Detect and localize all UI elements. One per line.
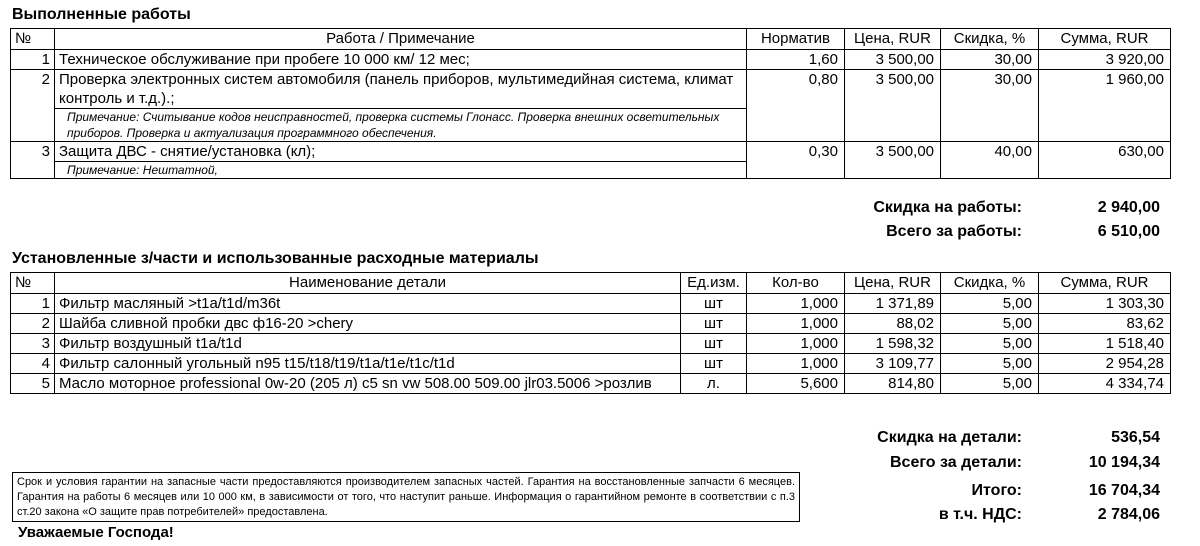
- part-qty: 1,000: [747, 354, 845, 374]
- works-header-row: [11, 29, 1171, 50]
- parts-total-label: Всего за детали:: [889, 454, 1022, 471]
- work-discount: 30,00: [941, 50, 1039, 70]
- part-price: 814,80: [845, 374, 941, 394]
- parts-section-title: Установленные з/части и использованные расходные материалы: [12, 250, 539, 267]
- part-sum: 1 303,30: [1039, 294, 1171, 314]
- part-discount: 5,00: [941, 314, 1039, 334]
- work-sum: 1 960,00: [1039, 70, 1171, 109]
- row-number: 1: [11, 50, 55, 70]
- part-name: Шайба сливной пробки двс ф16-20 >chery: [55, 314, 681, 334]
- work-discount: 30,00: [941, 70, 1039, 109]
- part-sum: 2 954,28: [1039, 354, 1171, 374]
- part-qty: 1,000: [747, 294, 845, 314]
- row-number: 5: [11, 374, 55, 394]
- grand-total-value: 16 704,34: [1088, 482, 1160, 499]
- table-row: [11, 142, 1171, 162]
- row-number: 2: [11, 314, 55, 334]
- parts-header-row: [11, 273, 1171, 294]
- parts-table: [10, 272, 1171, 394]
- work-note: Примечание: Нештатной,: [55, 162, 747, 179]
- work-price: 3 500,00: [845, 50, 941, 70]
- table-row-note: [11, 162, 1171, 179]
- works-table: [10, 28, 1171, 179]
- part-name: Фильтр масляный >t1a/t1d/m36t: [55, 294, 681, 314]
- work-name: Защита ДВС - снятие/установка (кл);: [55, 142, 747, 162]
- part-discount: 5,00: [941, 354, 1039, 374]
- part-discount: 5,00: [941, 334, 1039, 354]
- part-qty: 1,000: [747, 334, 845, 354]
- part-unit: шт: [681, 334, 747, 354]
- parts-col-price: Цена, RUR: [845, 273, 941, 294]
- works-col-discount: Скидка, %: [941, 29, 1039, 50]
- work-sum: 630,00: [1039, 142, 1171, 162]
- part-unit: шт: [681, 354, 747, 374]
- part-unit: шт: [681, 294, 747, 314]
- parts-col-discount: Скидка, %: [941, 273, 1039, 294]
- work-name: Проверка электронных систем автомобиля (панель приборов, мультимедийная система, климат контроль и т.д.).;: [55, 70, 747, 109]
- work-price: 3 500,00: [845, 70, 941, 109]
- part-price: 88,02: [845, 314, 941, 334]
- warranty-notice: Срок и условия гарантии на запасные части предоставляются производителем запасных частей. Гарантия на восстановленные запчасти 6 месяцев. Гарантия на работы 6 месяцев или 10 000 км, в зависимости от того, что наступит раньше. Информация о гарантийном ремонте в соответствии с п.3 ст.20 закона «О защите прав потребителей» предоставлена.: [12, 472, 800, 522]
- works-total-label: Всего за работы:: [886, 223, 1022, 240]
- parts-total-value: 10 194,34: [1088, 454, 1160, 471]
- work-discount: 40,00: [941, 142, 1039, 162]
- part-price: 1 598,32: [845, 334, 941, 354]
- work-note: Примечание: Считывание кодов неисправностей, проверка системы Глонасс. Проверка внешних осветительных приборов. Проверка и актуализация программного обеспечения.: [55, 109, 747, 142]
- works-discount-label: Скидка на работы:: [873, 199, 1022, 216]
- works-col-price: Цена, RUR: [845, 29, 941, 50]
- vat-value: 2 784,06: [1097, 506, 1160, 523]
- parts-discount-label: Скидка на детали:: [877, 429, 1022, 446]
- part-sum: 83,62: [1039, 314, 1171, 334]
- parts-col-unit: Ед.изм.: [681, 273, 747, 294]
- work-norm: 0,30: [747, 142, 845, 162]
- part-sum: 1 518,40: [1039, 334, 1171, 354]
- parts-col-no: №: [11, 273, 55, 294]
- work-norm: 1,60: [747, 50, 845, 70]
- work-sum: 3 920,00: [1039, 50, 1171, 70]
- parts-col-sum: Сумма, RUR: [1039, 273, 1171, 294]
- part-unit: шт: [681, 314, 747, 334]
- works-col-work: Работа / Примечание: [55, 29, 747, 50]
- works-discount-value: 2 940,00: [1097, 199, 1160, 216]
- part-qty: 5,600: [747, 374, 845, 394]
- row-number: 1: [11, 294, 55, 314]
- table-row: [11, 334, 1171, 354]
- works-col-sum: Сумма, RUR: [1039, 29, 1171, 50]
- works-col-norm: Норматив: [747, 29, 845, 50]
- part-unit: л.: [681, 374, 747, 394]
- table-row-note: [11, 109, 1171, 142]
- row-number: 2: [11, 70, 55, 109]
- table-row: [11, 374, 1171, 394]
- table-row: [11, 294, 1171, 314]
- grand-total-label: Итого:: [971, 482, 1022, 499]
- works-col-no: №: [11, 29, 55, 50]
- vat-label: в т.ч. НДС:: [938, 506, 1022, 523]
- row-number: 4: [11, 354, 55, 374]
- table-row: [11, 50, 1171, 70]
- part-qty: 1,000: [747, 314, 845, 334]
- work-name: Техническое обслуживание при пробеге 10 000 км/ 12 мес;: [55, 50, 747, 70]
- part-name: Масло моторное professional 0w-20 (205 л) c5 sn vw 508.00 509.00 jlr03.5006 >розлив: [55, 374, 681, 394]
- parts-col-name: Наименование детали: [55, 273, 681, 294]
- part-discount: 5,00: [941, 374, 1039, 394]
- part-name: Фильтр воздушный t1a/t1d: [55, 334, 681, 354]
- greeting: Уважаемые Господа!: [18, 524, 174, 541]
- work-norm: 0,80: [747, 70, 845, 109]
- work-price: 3 500,00: [845, 142, 941, 162]
- part-discount: 5,00: [941, 294, 1039, 314]
- works-total-value: 6 510,00: [1097, 223, 1160, 240]
- table-row: [11, 314, 1171, 334]
- table-row: [11, 354, 1171, 374]
- row-number: 3: [11, 334, 55, 354]
- part-sum: 4 334,74: [1039, 374, 1171, 394]
- works-section-title: Выполненные работы: [12, 6, 191, 23]
- part-price: 1 371,89: [845, 294, 941, 314]
- parts-discount-value: 536,54: [1111, 429, 1160, 446]
- part-name: Фильтр салонный угольный n95 t15/t18/t19/t1a/t1e/t1c/t1d: [55, 354, 681, 374]
- row-number: 3: [11, 142, 55, 162]
- parts-col-qty: Кол-во: [747, 273, 845, 294]
- part-price: 3 109,77: [845, 354, 941, 374]
- table-row: [11, 70, 1171, 109]
